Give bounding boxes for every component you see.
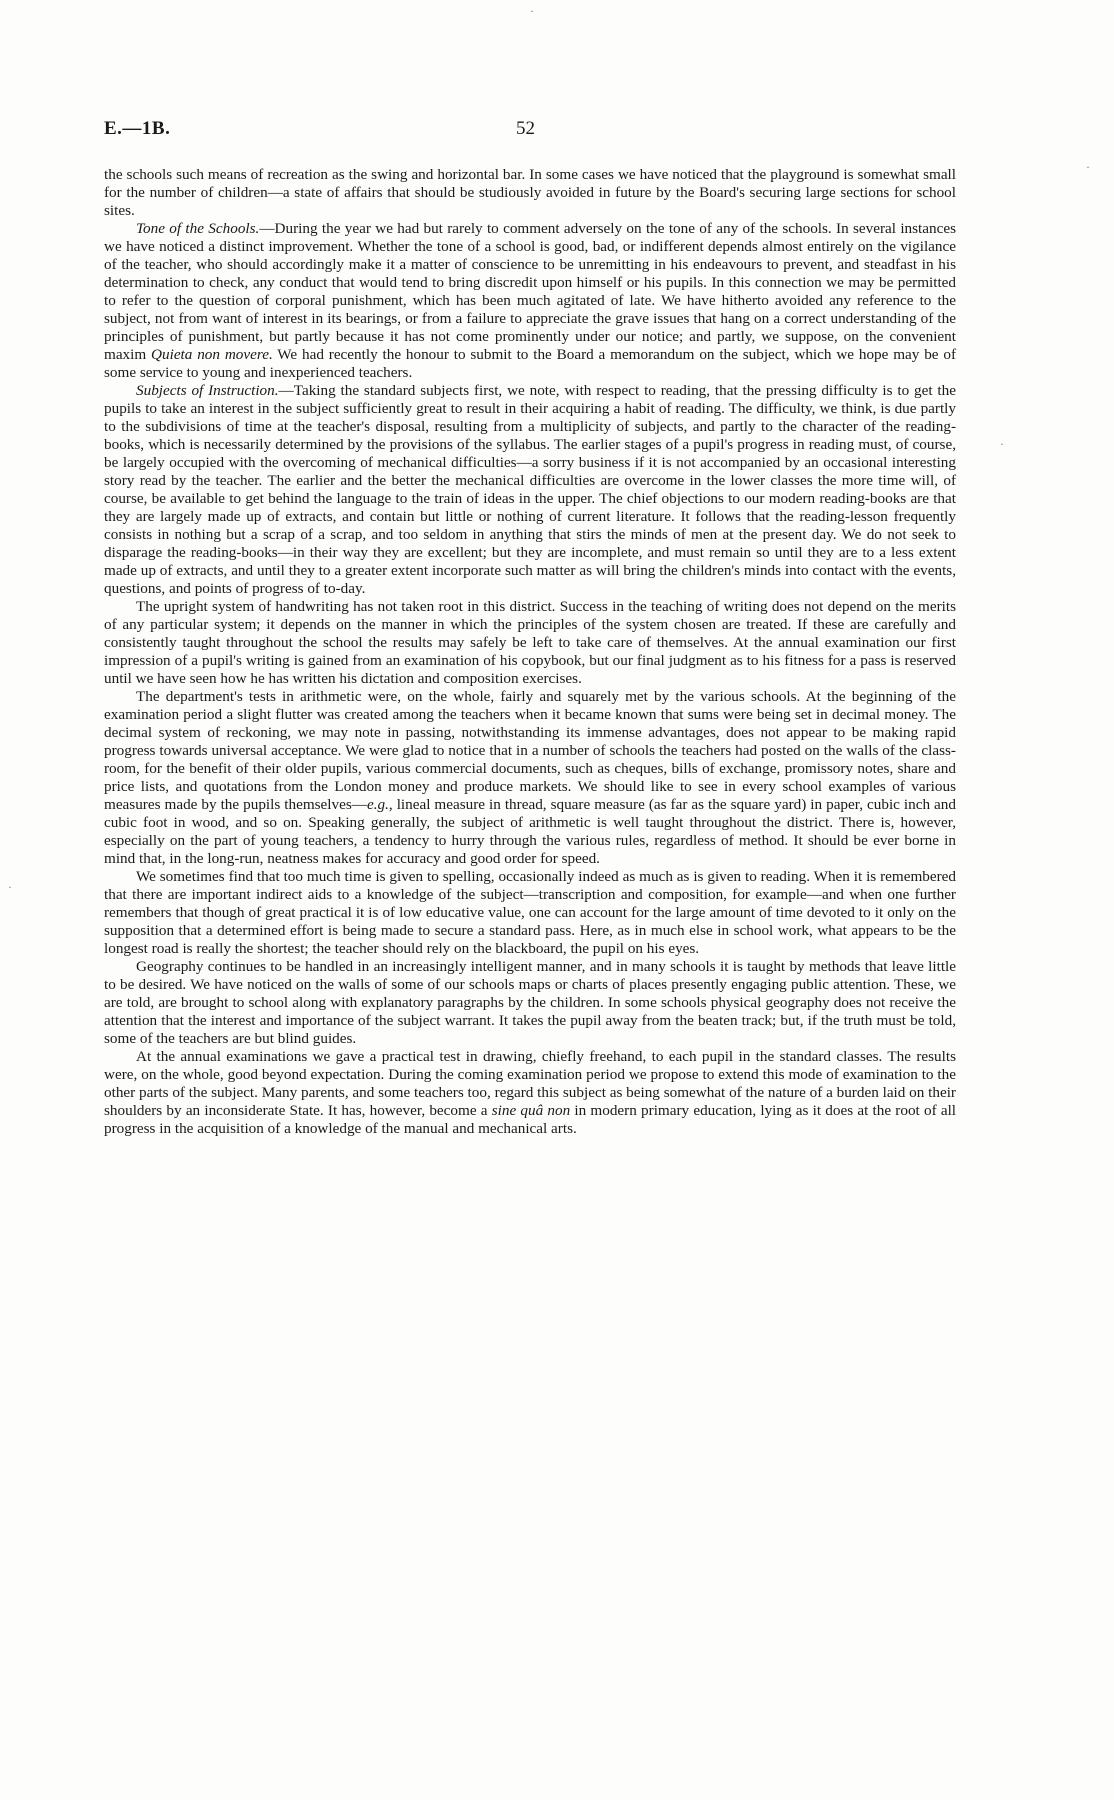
- page-header: [104, 118, 956, 154]
- paragraph-subjects-of-instruction: Subjects of Instruction.—Taking the standard subjects first, we note, with respect to reading, that the pressing difficulty is to get the pupils to take an interest in the subject sufficiently great to result in their acquiring a habit of reading. The difficulty, we think, is due partly to the subdivisions of time at the teacher's disposal, resulting from a multiplicity of subjects, and partly to the character of the reading-books, which is necessarily determined by the provisions of the syllabus. The earlier stages of a pupil's progress in reading must, of course, be largely occupied with the overcoming of mechanical difficulties—a sorry business if it is not accompanied by an occasional interesting story read by the teacher. The earlier and the better the mechanical difficulties are overcome in the lower classes the more time will, of course, be available to get behind the language to the train of ideas in the upper. The chief objections to our modern reading-books are that they are largely made up of extracts, and contain but little or nothing of current literature. It follows that the reading-lesson frequently consists in nothing but a scrap of a scrap, and too seldom in anything that stirs the minds of men at the present day. We do not seek to disparage the reading-books—in their way they are excellent; but they are incomplete, and must remain so until they are to a less extent made up of extracts, and until they to a greater extent incorporate such matter as will bring the children's minds into contact with the events, questions, and points of progress of to-day.: [104, 382, 956, 597]
- paragraph-arithmetic: The department's tests in arithmetic were, on the whole, fairly and squarely met by the various schools. At the beginning of the examination period a slight flutter was created among the teachers when it became known that sums were being set in decimal money. The decimal system of reckoning, we may note in passing, notwithstanding its immense advantages, does not appear to be making rapid progress towards universal acceptance. We were glad to notice that in a number of schools the teachers had posted on the walls of the class-room, for the benefit of their older pupils, various commercial documents, such as cheques, bills of exchange, promissory notes, share and price lists, and quotations from the London money and produce markets. We should like to see in every school examples of various measures made by the pupils themselves—e.g., lineal measure in thread, square measure (as far as the square yard) in paper, cubic inch and cubic foot in wood, and so on. Speaking generally, the subject of arithmetic is well taught throughout the district. There is, however, especially on the part of young teachers, a tendency to hurry through the various rules, regardless of method. It should be ever borne in mind that, in the long-run, neatness makes for accuracy and good order for speed.: [104, 688, 956, 867]
- section-heading-tone: Tone of the Schools.: [136, 220, 260, 237]
- paragraph-handwriting: The upright system of handwriting has not taken root in this district. Success in the teaching of writing does not depend on the merits of any particular system; it depends on the manner in which the principles of the system chosen are treated. If these are carefully and consistently taught throughout the school the results may safely be left to take care of themselves. At the annual examination our first impression of a pupil's writing is gained from an examination of his copybook, but our final judgment as to his fitness for a pass is reserved until we have seen how he has written his dictation and composition exercises.: [104, 598, 956, 687]
- paragraph-drawing: At the annual examinations we gave a practical test in drawing, chiefly freehand, to each pupil in the standard classes. The results were, on the whole, good beyond expectation. During the coming examination period we propose to extend this mode of examination to the other parts of the subject. Many parents, and some teachers too, regard this subject as being somewhat of the nature of a burden laid on their shoulders by an inconsiderate State. It has, however, become a sine quâ non in modern primary education, lying as it does at the root of all progress in the acquisition of a knowledge of the manual and mechanical arts.: [104, 1048, 957, 1137]
- document-page: [104, 118, 956, 1138]
- paragraph-tone-of-schools: Tone of the Schools.—During the year we had but rarely to comment adversely on the tone of any of the schools. In several instances we have noticed a distinct improvement. Whether the tone of a school is good, bad, or indifferent depends almost entirely on the vigilance of the teacher, who should accordingly make it a matter of conscience to be unremitting in his endeavours to prevent, and steadfast in his determination to check, any conduct that would tend to bring discredit upon himself or his pupils. In this connection we may be permitted to refer to the question of corporal punishment, which has been much agitated of late. We have hitherto avoided any reference to the subject, not from want of interest in its bearings, or from a failure to appreciate the grave issues that hang on a correct understanding of the principles of punishment, but partly because it has not come prominently under our notice; and partly, we suppose, on the convenient maxim Quieta non movere. We had recently the honour to submit to the Board a memorandum on the subject, which we hope may be of some service to young and inexperienced teachers.: [104, 220, 957, 381]
- paragraph-recreation: the schools such means of recreation as the swing and horizontal bar. In some cases we have noticed that the playground is somewhat small for the number of children—a state of affairs that should be studiously avoided in future by the Board's securing large sections for school sites.: [104, 166, 956, 219]
- document-reference: E.—1B.: [104, 118, 171, 139]
- latin-maxim: Quieta non movere.: [151, 346, 273, 363]
- abbreviation-eg: e.g.: [366, 796, 389, 813]
- paragraph-geography: Geography continues to be handled in an increasingly intelligent manner, and in many schools it is taught by methods that leave little to be desired. We have noticed on the walls of some of our schools maps or charts of places presently engaging public attention. These, we are told, are brought to school along with explanatory paragraphs by the children. In some schools physical geography does not receive the attention that the interest and importance of the subject warrant. It takes the pupil away from the beaten track; but, if the truth must be told, some of the teachers are but blind guides.: [104, 958, 956, 1047]
- scan-speck: ·: [8, 880, 12, 894]
- page-number: 52: [516, 118, 535, 139]
- report-body: [104, 166, 956, 1138]
- latin-phrase: sine quâ non: [491, 1102, 571, 1119]
- scan-speck: ·: [1086, 160, 1090, 174]
- paragraph-spelling: We sometimes find that too much time is given to spelling, occasionally indeed as much as is given to reading. When it is remembered that there are important indirect aids to a knowledge of the subject—transcription and composition, for example—and when one further remembers that though of great practical it is of low educative value, one can account for the large amount of time devoted to it only on the supposition that a determined effort is being made to secure a standard pass. Here, as in much else in school work, what appears to be the longest road is really the shortest; the teacher should rely on the blackboard, the pupil on his eyes.: [104, 868, 956, 957]
- section-heading-subjects: Subjects of Instruction.: [136, 382, 279, 399]
- scan-speck: ·: [1000, 437, 1004, 451]
- scan-speck: ·: [530, 4, 534, 18]
